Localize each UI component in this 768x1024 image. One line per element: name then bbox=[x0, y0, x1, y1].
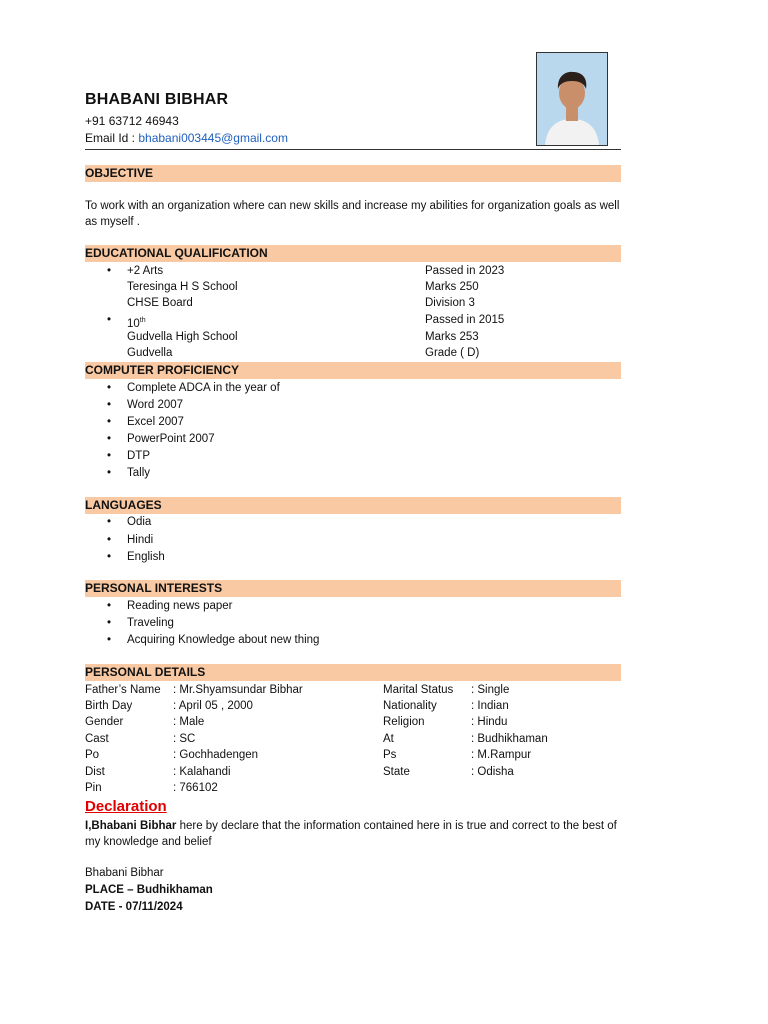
detail-label: State bbox=[383, 766, 410, 778]
education-school: Teresinga H S School bbox=[127, 281, 238, 293]
detail-label: Cast bbox=[85, 733, 109, 745]
list-item: • Tally bbox=[127, 466, 150, 481]
section-education-title: EDUCATIONAL QUALIFICATION bbox=[85, 245, 621, 262]
list-item: • Excel 2007 bbox=[127, 415, 184, 430]
detail-value: : Mr.Shyamsundar Bibhar bbox=[173, 684, 303, 696]
education-passed: Passed in 2015 bbox=[425, 314, 505, 326]
declaration-name: I,Bhabani Bibhar bbox=[85, 820, 177, 832]
section-interests-title: PERSONAL INTERESTS bbox=[85, 580, 621, 597]
detail-value: : Single bbox=[471, 684, 510, 696]
education-passed: Passed in 2023 bbox=[425, 265, 505, 277]
detail-label: Ps bbox=[383, 749, 397, 761]
detail-value: : Hindu bbox=[471, 716, 508, 728]
education-result: Division 3 bbox=[425, 297, 475, 309]
signature-name: Bhabani Bibhar bbox=[85, 867, 164, 879]
education-marks: Marks 250 bbox=[425, 281, 479, 293]
list-item: • Complete ADCA in the year of bbox=[127, 381, 280, 396]
candidate-name: BHABANI BIBHAR bbox=[85, 91, 229, 108]
section-personal-title: PERSONAL DETAILS bbox=[85, 664, 621, 681]
education-course-superscript: th bbox=[139, 317, 146, 324]
detail-value: : Kalahandi bbox=[173, 766, 231, 778]
education-marks: Marks 253 bbox=[425, 331, 479, 343]
list-item: • Acquiring Knowledge about new thing bbox=[127, 633, 319, 648]
detail-label: Marital Status bbox=[383, 684, 454, 696]
declaration-text bbox=[85, 818, 621, 850]
email-row bbox=[85, 131, 288, 145]
detail-value: : SC bbox=[173, 733, 196, 745]
email-label: Email Id : bbox=[85, 131, 139, 145]
list-item: • Word 2007 bbox=[127, 398, 183, 413]
education-result: Grade ( D) bbox=[425, 347, 480, 359]
section-languages-title: LANGUAGES bbox=[85, 497, 621, 514]
education-board: Gudvella bbox=[127, 347, 173, 359]
list-item: • Reading news paper bbox=[127, 599, 233, 614]
list-item: • Hindi bbox=[127, 533, 153, 548]
section-computer-title: COMPUTER PROFICIENCY bbox=[85, 362, 621, 379]
education-school: Gudvella High School bbox=[127, 331, 238, 343]
section-objective-title: OBJECTIVE bbox=[85, 165, 621, 182]
list-item: • DTP bbox=[127, 449, 150, 464]
person-photo-icon bbox=[537, 53, 607, 145]
detail-value: : Indian bbox=[471, 700, 509, 712]
date: DATE - 07/11/2024 bbox=[85, 901, 183, 913]
detail-label: Nationality bbox=[383, 700, 437, 712]
education-course: • 10th bbox=[127, 313, 146, 332]
detail-label: Birth Day bbox=[85, 700, 133, 712]
email-link[interactable]: bhabani003445@gmail.com bbox=[138, 131, 288, 145]
detail-label: At bbox=[383, 733, 394, 745]
detail-label: Po bbox=[85, 749, 100, 761]
header-divider bbox=[85, 149, 621, 150]
objective-text: To work with an organization where can new skills and increase my abilities for organization goals as well as myself . bbox=[85, 200, 620, 228]
place: PLACE – Budhikhaman bbox=[85, 884, 213, 896]
detail-value: : Gochhadengen bbox=[173, 749, 259, 761]
detail-label: Pin bbox=[85, 782, 102, 794]
profile-photo bbox=[536, 52, 608, 146]
detail-label: Dist bbox=[85, 766, 105, 778]
list-item: • English bbox=[127, 550, 165, 565]
list-item: • PowerPoint 2007 bbox=[127, 432, 215, 447]
detail-value: : Male bbox=[173, 716, 205, 728]
detail-value: : April 05 , 2000 bbox=[173, 700, 253, 712]
detail-value: : Odisha bbox=[471, 766, 514, 778]
list-item: • Odia bbox=[127, 515, 151, 530]
detail-label: Religion bbox=[383, 716, 425, 728]
detail-label: Father’s Name bbox=[85, 684, 161, 696]
phone-number: +91 63712 46943 bbox=[85, 114, 179, 128]
detail-value: : 766102 bbox=[173, 782, 218, 794]
detail-value: : M.Rampur bbox=[471, 749, 532, 761]
list-item: • Traveling bbox=[127, 616, 174, 631]
declaration-body: here by declare that the information contained here in is true and correct to the best of my knowledge and belief bbox=[85, 820, 617, 848]
detail-label: Gender bbox=[85, 716, 124, 728]
education-course: • +2 Arts bbox=[127, 264, 163, 279]
declaration-title: Declaration bbox=[85, 798, 167, 815]
detail-value: : Budhikhaman bbox=[471, 733, 548, 745]
education-board: CHSE Board bbox=[127, 297, 193, 309]
